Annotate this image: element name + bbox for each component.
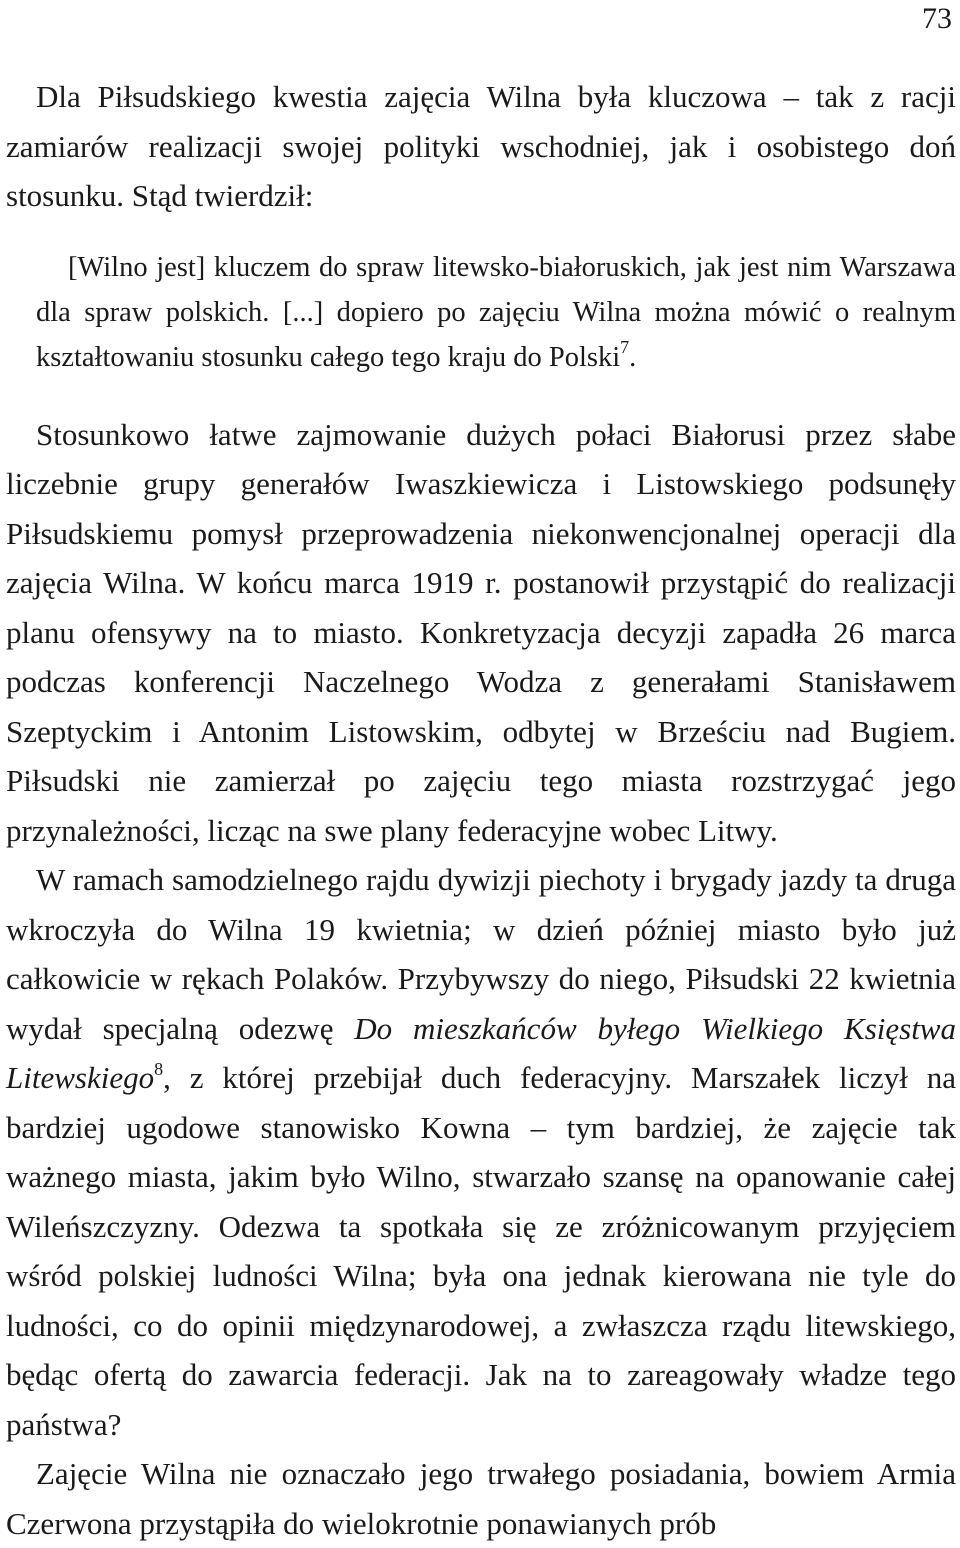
- main-text: [6, 410, 956, 1548]
- quote-text: [36, 245, 956, 380]
- proclamation-title: Do mieszkańców byłego Wielkiego Księstwa Litewskiego: [6, 1011, 956, 1096]
- paragraph-red-army: Zajęcie Wilna nie oznaczało jego trwałego posiadania, bowiem Armia Czerwona przystąpiła do wielokrotnie ponawianych prób: [6, 1449, 956, 1548]
- page-number: 73: [922, 4, 952, 34]
- paragraph-vilnius-before: W ramach samodzielnego rajdu dywizji piechoty i brygady jazdy ta druga wkroczyła do Wilna 19 kwietnia; w dzień później miasto było już całkowicie w rękach Polaków. Przybywszy do niego, Piłsudski 22 kwietnia wydał specjalną odezwę: [6, 862, 956, 1046]
- paragraph-vilnius-after: , z której przebijał duch federacyjny. Marszałek liczył na bardziej ugodowe stanowisko Kowna – tym bardziej, że zajęcie tak ważnego miasta, jakim było Wilno, stwarzało szansę na opanowanie całej Wileńszczyzny. Odezwa ta spotkała się ze zróżnicowanym przyjęciem wśród polskiej ludności Wilna; była ona jednak kierowana nie tyle do ludności, co do opinii międzynarodowej, a zwłaszcza rządu litewskiego, będąc ofertą do zawarcia federacji. Jak na to zareagowały władze tego państwa?: [6, 1060, 956, 1442]
- quote-end: .: [629, 342, 636, 373]
- paragraph-vilnius-entry: [6, 855, 956, 1449]
- page-body: [6, 72, 956, 1548]
- footnote-ref-8: 8: [154, 1059, 163, 1079]
- block-quote: [6, 245, 956, 380]
- paragraph-intro: Dla Piłsudskiego kwestia zajęcia Wilna była kluczowa – tak z racji zamiarów realizacji swojej polityki wschodniej, jak i osobistego doń stosunku. Stąd twierdził:: [6, 72, 956, 221]
- quote-body: [Wilno jest] kluczem do spraw litewsko-białoruskich, jak jest nim Warszawa dla spraw polskich. [...] dopiero po zajęciu Wilna można mówić o realnym kształtowaniu stosunku całego tego kraju do Polski: [36, 252, 956, 373]
- paragraph-offensive: Stosunkowo łatwe zajmowanie dużych połaci Białorusi przez słabe liczebnie grupy generałów Iwaszkiewicza i Listowskiego podsunęły Piłsudskiemu pomysł przeprowadzenia niekonwencjonalnej operacji dla zajęcia Wilna. W końcu marca 1919 r. postanowił przystąpić do realizacji planu ofensywy na to miasto. Konkretyzacja decyzji zapadła 26 marca podczas konferencji Naczelnego Wodza z generałami Stanisławem Szeptyckim i Antonim Listowskim, odbytej w Brześciu nad Bugiem. Piłsudski nie zamierzał po zajęciu tego miasta rozstrzygać jego przynależności, licząc na swe plany federacyjne wobec Litwy.: [6, 410, 956, 856]
- footnote-ref-7: 7: [620, 337, 629, 357]
